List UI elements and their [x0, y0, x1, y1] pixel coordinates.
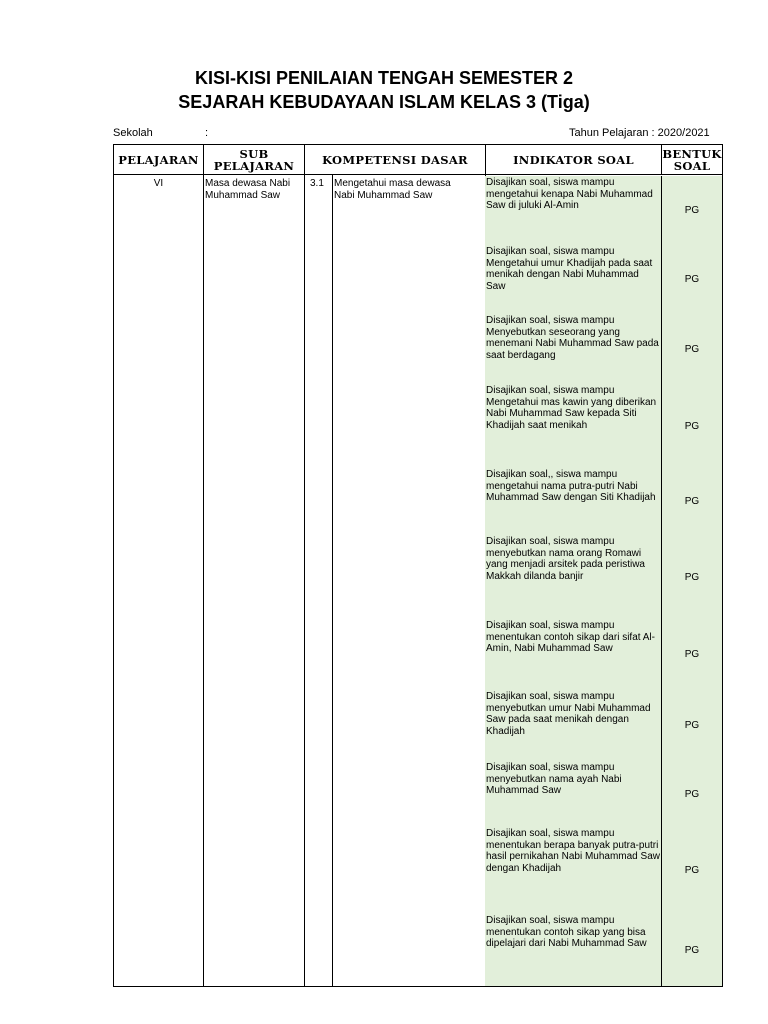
grid-line — [203, 175, 204, 987]
bentuk-cell: PG — [661, 761, 722, 828]
bentuk-cell: PG — [661, 619, 722, 691]
sekolah-colon: : — [205, 127, 209, 139]
pelajaran-value: VI — [153, 178, 164, 189]
indikator-cell: Disajikan soal, siswa mampu menentukan contoh sikap dari sifat Al-Amin, Nabi Muhammad Saw — [485, 619, 661, 691]
bentuk-cell: PG — [661, 827, 722, 915]
kd-number: 3.1 — [310, 178, 324, 189]
bentuk-cell: PG — [661, 914, 722, 987]
header-kompetensi-dasar: KOMPETENSI DASAR — [304, 144, 486, 175]
indikator-cell: Disajikan soal, siswa mampu menentukan contoh sikap yang bisa dipelajari dari Nabi Muhammad Saw — [485, 914, 661, 987]
indikator-cell: Disajikan soal, siswa mampu mengetahui kenapa Nabi Muhammad Saw di juluki Al-Amin — [485, 176, 661, 246]
kd-text: Mengetahui masa dewasa Nabi Muhammad Saw — [334, 178, 451, 201]
header-sub-pelajaran: SUB PELAJARAN — [203, 144, 305, 175]
bentuk-cell: PG — [661, 535, 722, 620]
sekolah-label: Sekolah — [113, 127, 153, 139]
grid-line — [304, 175, 305, 987]
tahun-pelajaran: Tahun Pelajaran : 2020/2021 — [569, 127, 710, 139]
header-pelajaran: PELAJARAN — [113, 144, 204, 175]
bentuk-cell: PG — [661, 176, 722, 246]
indikator-cell: Disajikan soal, siswa mampu Mengetahui mas kawin yang diberikan Nabi Muhammad Saw kepada Siti Khadijah saat menikah — [485, 384, 661, 469]
bentuk-cell: PG — [661, 245, 722, 315]
header-bentuk-soal: BENTUK SOAL — [661, 144, 723, 175]
grid-line — [113, 175, 114, 987]
bentuk-cell: PG — [661, 314, 722, 385]
indikator-cell: Disajikan soal, siswa mampu Mengetahui umur Khadijah pada saat menikah dengan Nabi Muhammad Saw — [485, 245, 661, 315]
sub-pelajaran-value: Masa dewasa Nabi Muhammad Saw — [205, 178, 291, 201]
indikator-cell: Disajikan soal, siswa mampu Menyebutkan seseorang yang menemani Nabi Muhammad Saw pada saat berdagang — [485, 314, 661, 385]
indikator-cell: Disajikan soal, siswa mampu menyebutkan umur Nabi Muhammad Saw pada saat menikah dengan Khadijah — [485, 690, 661, 762]
indikator-cell: Disajikan soal, siswa mampu menyebutkan nama ayah Nabi Muhammad Saw — [485, 761, 661, 828]
indikator-cell: Disajikan soal,, siswa mampu mengetahui nama putra-putri Nabi Muhammad Saw dengan Siti Khadijah — [485, 468, 661, 536]
grid-line — [332, 175, 333, 987]
bentuk-cell: PG — [661, 384, 722, 469]
document-title: KISI-KISI PENILAIAN TENGAH SEMESTER 2 — [194, 68, 574, 88]
bentuk-cell: PG — [661, 690, 722, 762]
document-subtitle: SEJARAH KEBUDAYAAN ISLAM KELAS 3 (Tiga) — [178, 92, 590, 112]
grid-line — [722, 175, 723, 987]
header-indikator-soal: INDIKATOR SOAL — [485, 144, 662, 175]
indikator-cell: Disajikan soal, siswa mampu menyebutkan nama orang Romawi yang menjadi arsitek pada peristiwa Makkah dilanda banjir — [485, 535, 661, 620]
bentuk-cell: PG — [661, 468, 722, 536]
indikator-cell: Disajikan soal, siswa mampu menentukan berapa banyak putra-putri hasil pernikahan Nabi Muhammad Saw dengan Khadijah — [485, 827, 661, 915]
